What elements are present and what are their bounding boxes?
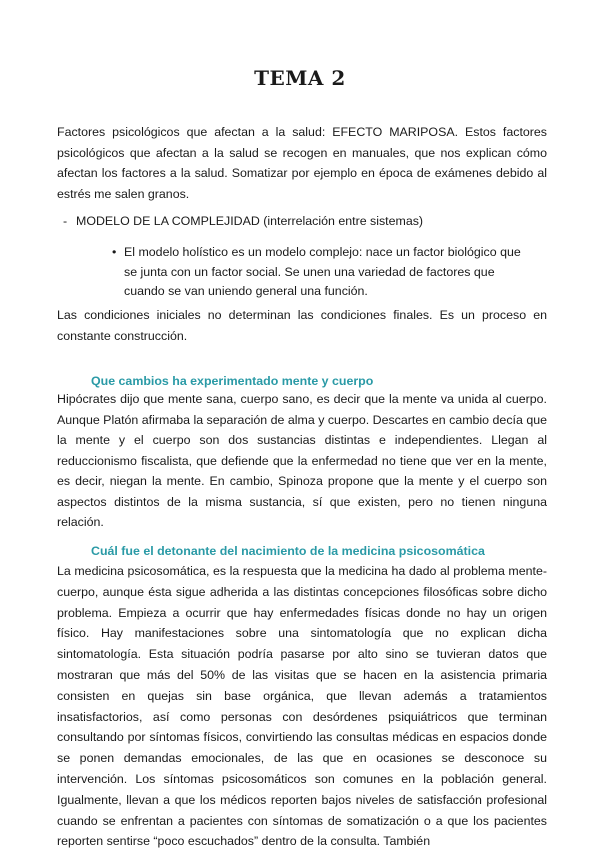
conditions-paragraph: Las condiciones iniciales no determinan las condiciones finales. Es un proceso en constante construcción. (57, 308, 547, 343)
intro-paragraph: Factores psicológicos que afectan a la salud: EFECTO MARIPOSA. Estos factores psicológicos que afectan a la salud se recogen en manuales, que nos explican cómo afectan los factores a la salud. Somatizar por ejemplo en época de exámenes debido al estrés me salen granos. (57, 125, 547, 201)
dash-marker: - (63, 214, 68, 228)
bullet-list-item-text: El modelo holístico es un modelo complejo: nace un factor biológico que se junta con un factor social. Se unen una variedad de factores que cuando se van uniendo general una función. (124, 245, 521, 298)
section-body-psicosomatica: La medicina psicosomática, es la respuesta que la medicina ha dado al problema mente-cuerpo, aunque ésta sigue adherida a las distintas concepciones filosóficas sobre dicho problema. Empieza a ocurrir que hay enfermedades físicas donde no hay un origen físico. Hay manifestaciones sobre una sintomatología que no explican dicha sintomatología. Esta situación podría pasarse por alto sino se tuvieran datos que mostraran que más del 50% de las visitas que se hacen en la asistencia primaria consisten en quejas sin base orgánica, que llevan además a tratamientos insatisfactorios, así como personas con desórdenes psiquiátricos que terminan consultando por síntomas físicos, convirtiendo las consultas médicas en espacios donde se ponen demandas emocionales, de las que en ocasiones se desconoce su intervención. Los síntomas psicosomáticos son comunes en la población general. Igualmente, llevan a que los médicos reporten bajos niveles de satisfacción profesional cuando se enfrentan a pacientes con síntomas de somatización o a que los pacientes reporten sentirse “poco escuchados” dentro de la consulta. También (57, 564, 547, 849)
section-heading-psicosomatica: Cuál fue el detonante del nacimiento de la medicina psicosomática (91, 544, 485, 558)
bullet-list-item (112, 243, 532, 302)
bullet-marker: • (112, 245, 117, 259)
page-title: TEMA 2 (254, 66, 346, 90)
section-body-mente-cuerpo: Hipócrates dijo que mente sana, cuerpo sano, es decir que la mente va unida al cuerpo. Aunque Platón afirmaba la separación de alma y cuerpo. Descartes en cambio decía que la mente y el cuerpo son dos sustancias distintas e independientes. Llegan al reduccionismo fiscalista, que defiende que la enfermedad no tiene que ver en la mente, es decir, niegan la mente. En cambio, Spinoza propone que la mente y el cuerpo son aspectos distintos de la misma sustancia, sí que existen, pero no tienen ninguna relación. (57, 392, 547, 529)
dash-list-item-text: MODELO DE LA COMPLEJIDAD (interrelación entre sistemas) (76, 214, 424, 228)
dash-list-item (63, 211, 423, 231)
section-heading-mente-cuerpo: Que cambios ha experimentado mente y cuerpo (91, 374, 374, 388)
